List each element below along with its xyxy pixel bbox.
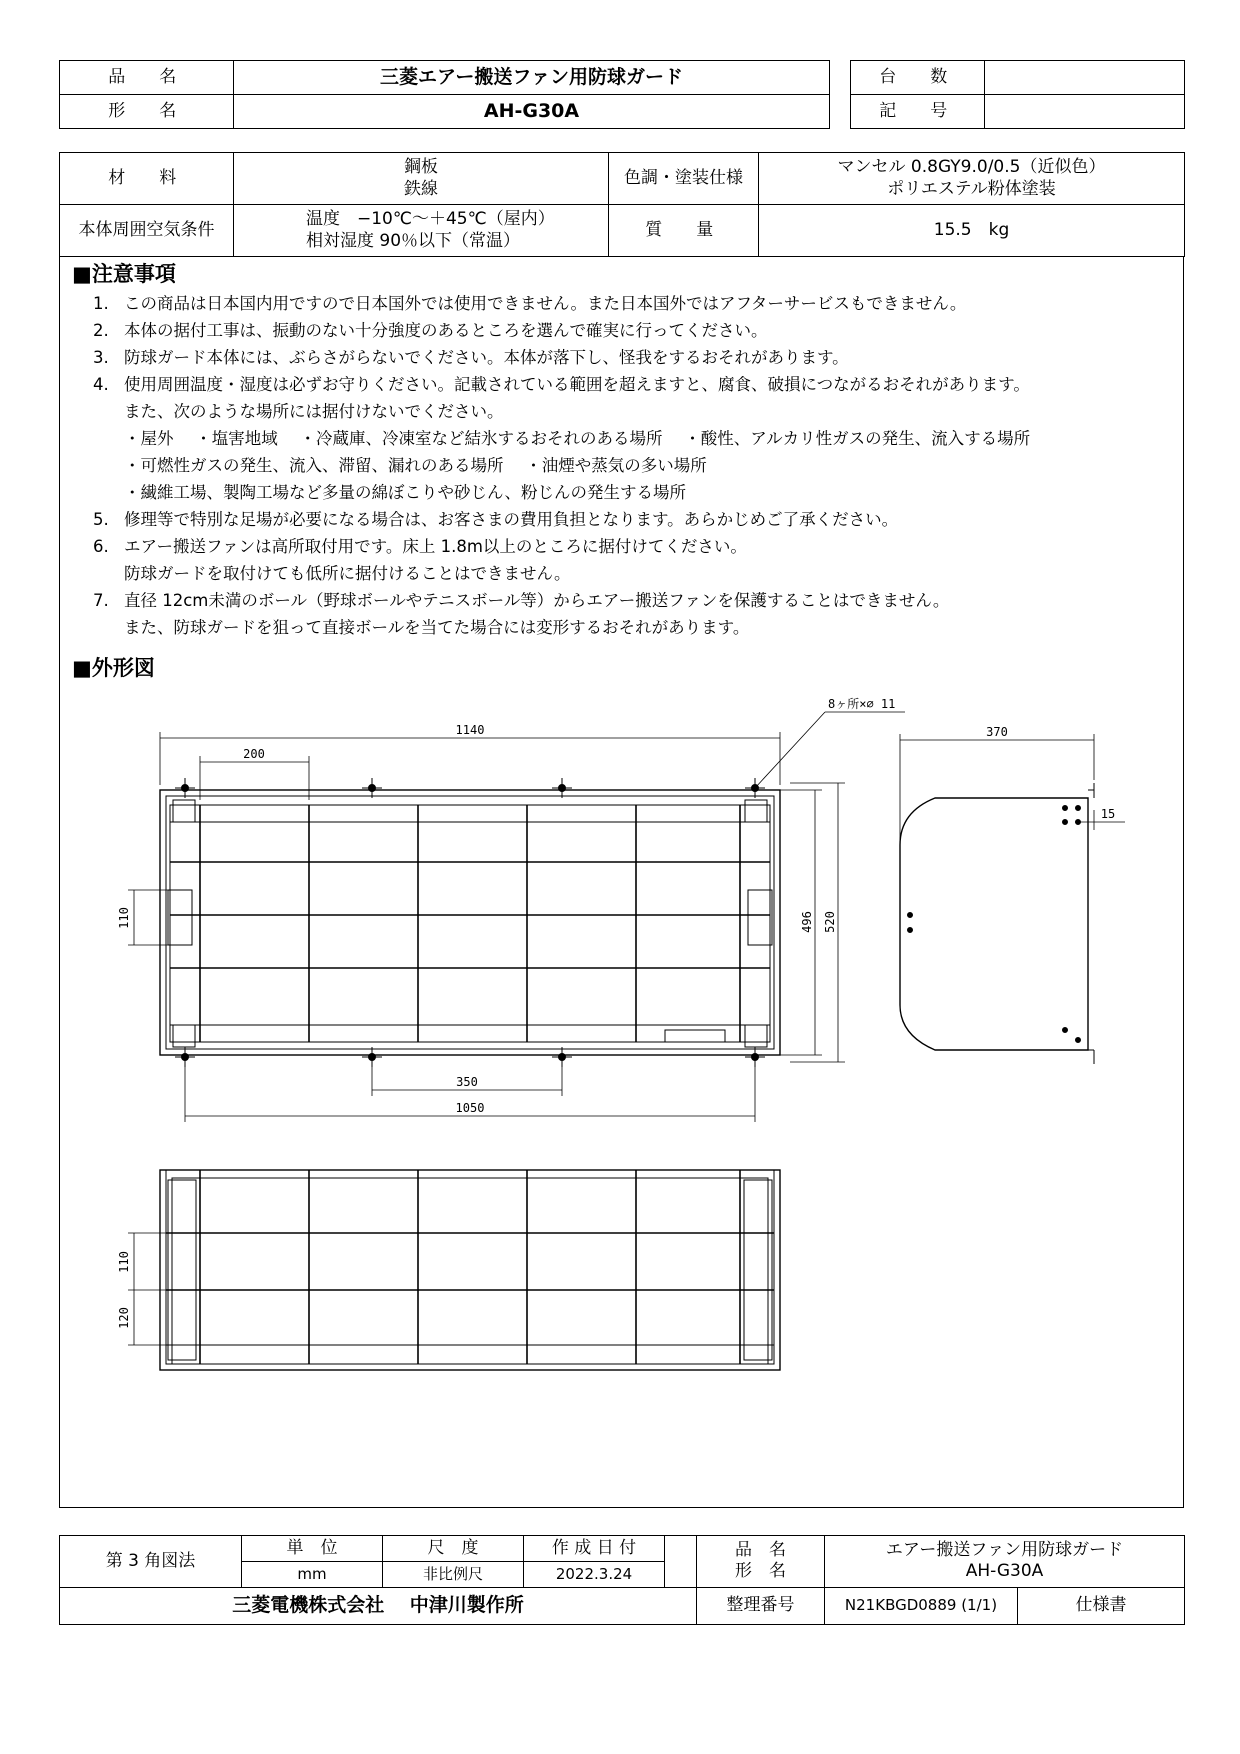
quantity-label: 台 数 — [851, 61, 985, 95]
material-label: 材 料 — [60, 153, 234, 205]
note-text: 本体の据付工事は、振動のない十分強度のあるところを選んで確実に行ってください。 — [124, 321, 768, 340]
scale-value: 非比例尺 — [383, 1561, 524, 1587]
product-name-label: 品 名 — [60, 61, 234, 95]
note-text: 修理等で特別な足場が必要になる場合は、お客さまの費用負担となります。あらかじめご了承ください。 — [124, 510, 899, 529]
dim-15: 15 — [1100, 807, 1116, 821]
dim-1050: 1050 — [455, 1101, 485, 1115]
note-text: エアー搬送ファンは高所取付用です。床上 1.8m以上のところに据付けてください。 — [124, 537, 747, 556]
mass-value: 15.5 kg — [759, 205, 1185, 257]
dim-200: 200 — [243, 747, 265, 761]
bottom-view — [128, 1170, 780, 1370]
dim-370: 370 — [986, 725, 1008, 739]
note-num: 7. — [93, 591, 109, 610]
dim-holes: 8ヶ所×∅ 11 — [828, 697, 896, 711]
env-label: 本体周囲空気条件 — [60, 205, 234, 257]
footer-name-label: 品 名 — [735, 1540, 786, 1561]
note-4-cont-4: ・繊維工場、製陶工場など多量の綿ぼこりや砂じん、粉じんの発生する場所 — [124, 483, 686, 502]
dim-110: 110 — [117, 907, 131, 929]
product-name-value: 三菱エアー搬送ファン用防球ガード — [234, 61, 830, 95]
note-num: 4. — [93, 375, 109, 394]
model-label: 形 名 — [60, 95, 234, 129]
dim-350: 350 — [456, 1075, 478, 1089]
model-value: AH-G30A — [234, 95, 830, 129]
color-line-1: マンセル 0.8GY9.0/0.5（近似色） — [837, 157, 1106, 178]
note-4-cont-3: ・可燃性ガスの発生、流入、滞留、漏れのある場所 ・油煙や蒸気の多い場所 — [124, 456, 707, 475]
note-num: 5. — [93, 510, 109, 529]
date-value: 2022.3.24 — [524, 1561, 665, 1587]
dim-1140: 1140 — [455, 723, 485, 737]
doc-no-value: N21KBGD0889 (1/1) — [825, 1587, 1018, 1624]
color-line-2: ポリエステル粉体塗装 — [887, 178, 1056, 199]
projection-method: 第 3 角図法 — [60, 1536, 242, 1588]
unit-value: mm — [242, 1561, 383, 1587]
company-name: 三菱電機株式会社 中津川製作所 — [60, 1587, 697, 1624]
note-text: この商品は日本国内用ですので日本国外では使用できません。また日本国外ではアフターサービスもできません。 — [124, 294, 967, 313]
footer-table — [59, 1535, 1185, 1625]
color-label: 色調・塗装仕様 — [609, 153, 759, 205]
scale-label: 尺 度 — [383, 1536, 524, 1562]
notes-title: ■注意事項 — [72, 262, 176, 286]
unit-label: 単 位 — [242, 1536, 383, 1562]
dim-110-bottom: 110 — [117, 1251, 131, 1273]
note-text: 防球ガード本体には、ぶらさがらないでください。本体が落下し、怪我をするおそれがあります。 — [124, 348, 849, 367]
note-6-cont: 防球ガードを取付けても低所に据付けることはできません。 — [124, 564, 571, 583]
material-line-1: 鋼板 — [404, 157, 438, 178]
env-line-1: 温度 −10℃〜＋45℃（屋内） — [306, 209, 555, 230]
footer-name-value: エアー搬送ファン用防球ガード — [885, 1540, 1124, 1561]
doc-type: 仕様書 — [1018, 1587, 1185, 1624]
dim-120-bottom: 120 — [117, 1307, 131, 1329]
date-label: 作 成 日 付 — [524, 1536, 665, 1562]
front-view — [128, 712, 905, 1122]
note-7-cont: また、防球ガードを狙って直接ボールを当てた場合には変形するおそれがあります。 — [124, 618, 750, 637]
note-num: 3. — [93, 348, 109, 367]
note-4-cont-2: ・屋外 ・塩害地域 ・冷蔵庫、冷凍室など結氷するおそれのある場所 ・酸性、アルカリ性ガスの発生、流入する場所 — [124, 429, 1031, 448]
material-line-2: 鉄線 — [404, 178, 438, 199]
side-view — [900, 734, 1125, 1064]
footer-model-label: 形 名 — [735, 1561, 786, 1582]
note-4-cont-1: また、次のような場所には据付けないでください。 — [124, 402, 504, 421]
note-num: 1. — [93, 294, 109, 313]
note-text: 使用周囲温度・湿度は必ずお守りください。記載されている範囲を超えますと、腐食、破損につながるおそれがあります。 — [124, 375, 1030, 394]
footer-spacer — [665, 1536, 697, 1588]
mass-label: 質 量 — [609, 205, 759, 257]
note-num: 6. — [93, 537, 109, 556]
symbol-label: 記 号 — [851, 95, 985, 129]
dim-520: 520 — [823, 911, 837, 933]
name-model-labels — [697, 1536, 825, 1588]
note-text: 直径 12cm未満のボール（野球ボールやテニスボール等）からエアー搬送ファンを保護することはできません。 — [124, 591, 950, 610]
drawing-title: ■外形図 — [72, 656, 155, 680]
note-num: 2. — [93, 321, 109, 340]
name-model-values — [825, 1536, 1185, 1588]
env-line-2: 相対湿度 90％以下（常温） — [306, 230, 521, 251]
footer-model-value: AH-G30A — [965, 1561, 1044, 1582]
doc-no-label: 整理番号 — [697, 1587, 825, 1624]
dim-496: 496 — [800, 911, 814, 933]
